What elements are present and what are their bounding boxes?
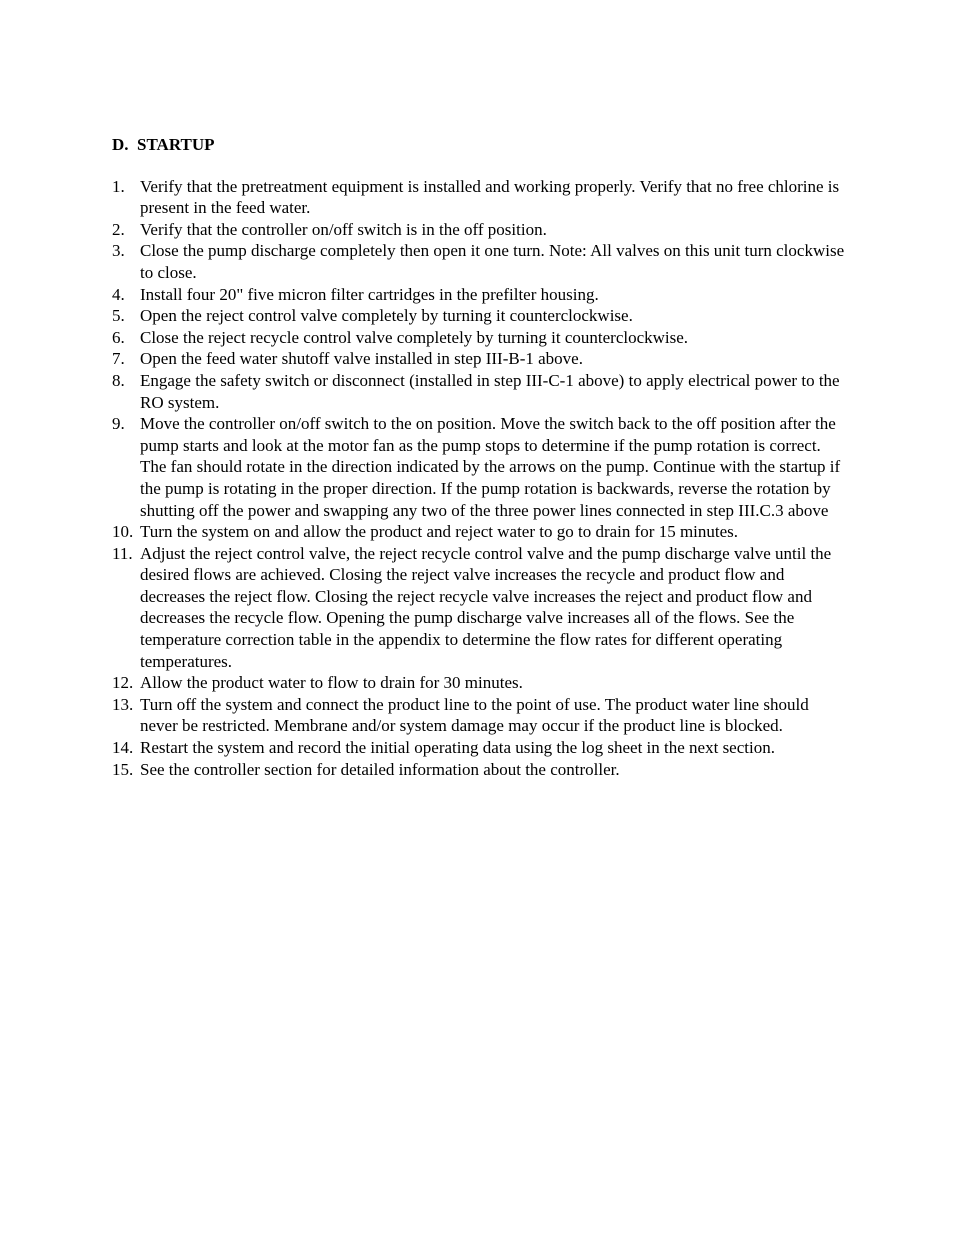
step-text: Engage the safety switch or disconnect (installed in step III-C-1 above) to apply electrical power to the RO system. <box>140 370 840 412</box>
list-item <box>112 413 847 521</box>
step-number: 9. <box>112 414 125 434</box>
step-number: 13. <box>112 694 134 714</box>
step-number: 3. <box>112 241 125 261</box>
list-item <box>112 176 847 219</box>
step-text: Open the feed water shutoff valve installed in step III-B-1 above. <box>140 349 583 369</box>
step-text: Close the pump discharge completely then open it one turn. Note: All valves on this unit turn clockwise to close. <box>140 241 845 282</box>
step-text: Open the reject control valve completely by turning it counterclockwise. <box>140 306 633 326</box>
step-number: 5. <box>112 306 125 326</box>
list-item <box>112 348 847 370</box>
step-number: 6. <box>112 327 125 347</box>
step-number: 4. <box>112 284 125 304</box>
step-text: See the controller section for detailed information about the controller. <box>140 759 620 779</box>
list-item <box>112 759 847 781</box>
step-text: Close the reject recycle control valve completely by turning it counterclockwise. <box>140 327 689 347</box>
step-number: 10. <box>112 522 134 542</box>
list-item <box>112 219 847 241</box>
list-item <box>112 543 847 673</box>
startup-steps-list <box>112 176 847 781</box>
list-item <box>112 240 847 283</box>
step-number: 14. <box>112 738 134 758</box>
step-number: 15. <box>112 759 134 779</box>
step-text: Turn off the system and connect the product line to the point of use. The product water line should never be restricted. Membrane and/or system damage may occur if the product line is blocked. <box>140 694 809 736</box>
step-text: Verify that the pretreatment equipment is installed and working properly. Verify that no free chlorine is present in the feed water. <box>140 176 840 218</box>
step-number: 8. <box>112 370 125 390</box>
step-text: Verify that the controller on/off switch is in the off position. <box>140 219 547 239</box>
list-item <box>112 327 847 349</box>
step-number: 12. <box>112 673 134 693</box>
list-item <box>112 370 847 413</box>
step-text: Move the controller on/off switch to the on position. Move the switch back to the off position after the pump starts and look at the motor fan as the pump stops to determine if the pump rotation is correct. The fan should rotate in the direction indicated by the arrows on the pump. Continue with the startup if the pump is rotating in the proper direction. If the pump rotation is backwards, reverse the rotation by shutting off the power and swapping any two of the three power lines connected in step III.C.3 above <box>140 414 841 520</box>
list-item <box>112 737 847 759</box>
list-item <box>112 305 847 327</box>
step-text: Turn the system on and allow the product and reject water to go to drain for 15 minutes. <box>140 522 739 542</box>
list-item <box>112 694 847 737</box>
document-page <box>112 134 847 780</box>
step-text: Adjust the reject control valve, the reject recycle control valve and the pump discharge valve until the desired flows are achieved. Closing the reject valve increases the recycle and product flow and decreases the reject flow. Closing the reject recycle valve increases the reject and product flow and decreases the recycle flow. Opening the pump discharge valve increases all of the flows. See the temperature correction table in the appendix to determine the flow rates for different operating temperatures. <box>140 543 832 671</box>
step-number: 1. <box>112 176 125 196</box>
section-heading: D. STARTUP <box>112 135 215 154</box>
step-number: 2. <box>112 219 125 239</box>
step-number: 11. <box>112 543 133 563</box>
step-number: 7. <box>112 349 125 369</box>
step-text: Allow the product water to flow to drain for 30 minutes. <box>140 673 523 693</box>
step-text: Restart the system and record the initial operating data using the log sheet in the next section. <box>140 738 775 758</box>
list-item <box>112 672 847 694</box>
list-item <box>112 284 847 306</box>
list-item <box>112 521 847 543</box>
step-text: Install four 20" five micron filter cartridges in the prefilter housing. <box>140 284 599 304</box>
